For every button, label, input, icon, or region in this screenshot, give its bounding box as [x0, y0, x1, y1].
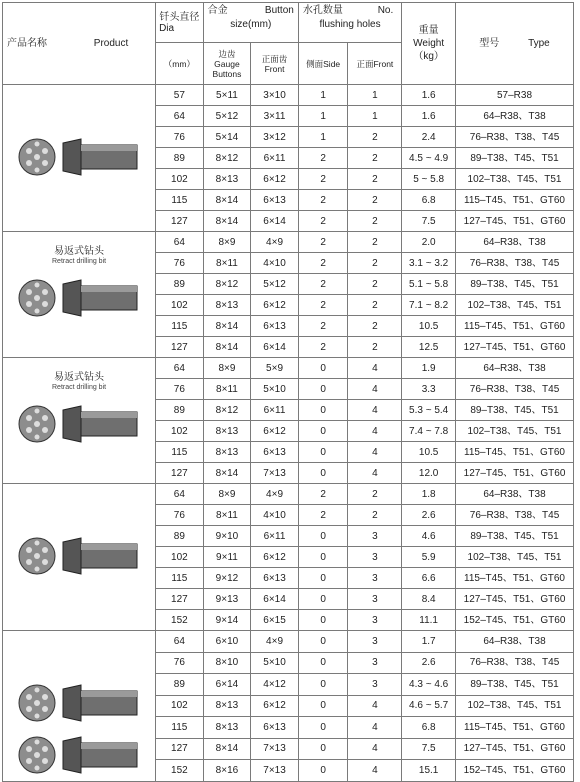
cell-dia: 102: [156, 695, 204, 717]
cell-weight: 8.4: [402, 589, 456, 610]
cell-front-buttons: 3×10: [251, 85, 299, 106]
cell-dia: 127: [156, 211, 204, 232]
drill-bit-image: [3, 131, 155, 183]
cell-gauge-buttons: 9×12: [203, 568, 251, 589]
cell-holes-side: 2: [298, 190, 348, 211]
cell-gauge-buttons: 9×14: [203, 610, 251, 631]
cell-type: 76–R38、T38、T45: [456, 505, 574, 526]
table-row: [3, 358, 574, 379]
cell-type: 89–T38、T45、T51: [456, 274, 574, 295]
cell-holes-front: 2: [348, 148, 402, 169]
cell-holes-side: 0: [298, 717, 348, 739]
cell-dia: 76: [156, 253, 204, 274]
cell-gauge-buttons: 8×9: [203, 358, 251, 379]
cell-dia: 102: [156, 295, 204, 316]
cell-type: 89–T38、T45、T51: [456, 674, 574, 696]
cell-front-buttons: 6×13: [251, 316, 299, 337]
cell-dia: 64: [156, 631, 204, 653]
cell-gauge-buttons: 8×13: [203, 717, 251, 739]
cell-gauge-buttons: 8×12: [203, 274, 251, 295]
cell-holes-front: 4: [348, 421, 402, 442]
cell-type: 64–R38、T38: [456, 358, 574, 379]
cell-weight: 7.4 ~ 7.8: [402, 421, 456, 442]
cell-weight: 6.8: [402, 717, 456, 739]
header-gauge-en2: Buttons: [212, 68, 242, 79]
cell-gauge-buttons: 8×14: [203, 316, 251, 337]
header-product: [3, 3, 156, 85]
header-dia-cn: 钎头直径: [159, 11, 200, 23]
cell-holes-front: 2: [348, 316, 402, 337]
cell-holes-side: 2: [298, 316, 348, 337]
cell-gauge-buttons: 6×14: [203, 674, 251, 696]
cell-weight: 5.3 ~ 5.4: [402, 400, 456, 421]
cell-front-buttons: 6×14: [251, 589, 299, 610]
cell-holes-side: 0: [298, 695, 348, 717]
cell-type: 102–T38、T45、T51: [456, 695, 574, 717]
cell-holes-side: 0: [298, 631, 348, 653]
cell-gauge-buttons: 9×10: [203, 526, 251, 547]
cell-type: 127–T45、T51、GT60: [456, 463, 574, 484]
cell-holes-side: 0: [298, 463, 348, 484]
header-weight-cn: 重量: [418, 25, 439, 36]
cell-holes-front: 4: [348, 379, 402, 400]
cell-holes-front: 3: [348, 674, 402, 696]
cell-weight: 1.8: [402, 484, 456, 505]
cell-dia: 127: [156, 337, 204, 358]
header-weight: [402, 3, 456, 85]
cell-weight: 4.3 ~ 4.6: [402, 674, 456, 696]
cell-weight: 10.5: [402, 316, 456, 337]
cell-holes-side: 0: [298, 421, 348, 442]
cell-front-buttons: 6×14: [251, 337, 299, 358]
cell-holes-side: 1: [298, 127, 348, 148]
cell-gauge-buttons: 8×11: [203, 379, 251, 400]
cell-front-buttons: 6×12: [251, 169, 299, 190]
cell-holes-side: 0: [298, 547, 348, 568]
header-button-en2: size(mm): [230, 19, 272, 30]
header-gauge: [203, 43, 251, 85]
cell-type: 152–T45、T51、GT60: [456, 760, 574, 782]
cell-type: 115–T45、T51、GT60: [456, 568, 574, 589]
cell-gauge-buttons: 8×12: [203, 400, 251, 421]
cell-gauge-buttons: 8×9: [203, 484, 251, 505]
cell-dia: 102: [156, 547, 204, 568]
cell-holes-front: 3: [348, 547, 402, 568]
table-row: [3, 484, 574, 505]
cell-holes-front: 3: [348, 631, 402, 653]
cell-dia: 152: [156, 610, 204, 631]
cell-dia: 57: [156, 85, 204, 106]
cell-holes-front: 4: [348, 400, 402, 421]
cell-gauge-buttons: 8×11: [203, 505, 251, 526]
cell-gauge-buttons: 8×16: [203, 760, 251, 782]
cell-type: 57–R38: [456, 85, 574, 106]
cell-dia: 89: [156, 526, 204, 547]
cell-gauge-buttons: 8×9: [203, 232, 251, 253]
cell-weight: 5.1 ~ 5.8: [402, 274, 456, 295]
cell-type: 102–T38、T45、T51: [456, 295, 574, 316]
header-holes: [298, 3, 401, 43]
cell-dia: 102: [156, 169, 204, 190]
header-type-en: Type: [528, 38, 550, 49]
cell-weight: 7.1 ~ 8.2: [402, 295, 456, 316]
cell-weight: 12.5: [402, 337, 456, 358]
cell-holes-front: 3: [348, 568, 402, 589]
cell-dia: 64: [156, 232, 204, 253]
header-holes-front: 正面Front: [348, 43, 402, 85]
cell-gauge-buttons: 8×13: [203, 442, 251, 463]
cell-weight: 4.5 ~ 4.9: [402, 148, 456, 169]
cell-holes-side: 0: [298, 358, 348, 379]
cell-type: 127–T45、T51、GT60: [456, 211, 574, 232]
cell-weight: 10.5: [402, 442, 456, 463]
cell-front-buttons: 6×11: [251, 148, 299, 169]
cell-weight: 2.6: [402, 652, 456, 674]
cell-holes-front: 4: [348, 760, 402, 782]
cell-holes-side: 2: [298, 337, 348, 358]
cell-holes-front: 2: [348, 253, 402, 274]
cell-holes-front: 4: [348, 717, 402, 739]
cell-dia: 115: [156, 717, 204, 739]
product-cell: [3, 358, 156, 484]
cell-weight: 12.0: [402, 463, 456, 484]
cell-dia: 64: [156, 484, 204, 505]
cell-holes-front: 4: [348, 738, 402, 760]
cell-dia: 152: [156, 760, 204, 782]
cell-gauge-buttons: 5×14: [203, 127, 251, 148]
cell-holes-front: 4: [348, 358, 402, 379]
table-row: [3, 631, 574, 653]
cell-holes-front: 4: [348, 442, 402, 463]
cell-gauge-buttons: 8×14: [203, 738, 251, 760]
table-row: [3, 85, 574, 106]
cell-gauge-buttons: 8×14: [203, 190, 251, 211]
cell-holes-side: 0: [298, 760, 348, 782]
cell-front-buttons: 6×12: [251, 295, 299, 316]
cell-gauge-buttons: 5×11: [203, 85, 251, 106]
drill-bit-image: [3, 272, 155, 324]
header-holes-en: flushing holes: [319, 19, 381, 30]
cell-holes-front: 2: [348, 274, 402, 295]
cell-dia: 115: [156, 442, 204, 463]
cell-type: 152–T45、T51、GT60: [456, 610, 574, 631]
header-button-size: [203, 3, 298, 43]
cell-gauge-buttons: 8×14: [203, 337, 251, 358]
cell-holes-front: 2: [348, 337, 402, 358]
cell-gauge-buttons: 9×11: [203, 547, 251, 568]
cell-holes-side: 2: [298, 148, 348, 169]
cell-front-buttons: 6×14: [251, 211, 299, 232]
cell-holes-front: 2: [348, 505, 402, 526]
cell-type: 89–T38、T45、T51: [456, 526, 574, 547]
cell-gauge-buttons: 5×12: [203, 106, 251, 127]
cell-type: 127–T45、T51、GT60: [456, 337, 574, 358]
cell-type: 127–T45、T51、GT60: [456, 589, 574, 610]
cell-dia: 127: [156, 589, 204, 610]
table-header: [3, 3, 574, 85]
cell-holes-side: 2: [298, 253, 348, 274]
cell-weight: 4.6: [402, 526, 456, 547]
cell-type: 115–T45、T51、GT60: [456, 316, 574, 337]
cell-type: 76–R38、T38、T45: [456, 652, 574, 674]
header-product-en: Product: [93, 38, 129, 49]
cell-front-buttons: 7×13: [251, 463, 299, 484]
header-gauge-cn: 边齿: [218, 48, 236, 59]
header-dia: [156, 3, 204, 43]
cell-dia: 89: [156, 274, 204, 295]
cell-holes-side: 0: [298, 589, 348, 610]
header-front-en: Front: [264, 63, 285, 74]
cell-weight: 2.6: [402, 505, 456, 526]
product-title-en: Retract drilling bit: [52, 258, 107, 265]
cell-type: 115–T45、T51、GT60: [456, 717, 574, 739]
header-gauge-en1: Gauge: [214, 58, 240, 69]
drill-bit-image: [3, 530, 155, 582]
cell-dia: 102: [156, 421, 204, 442]
cell-holes-front: 2: [348, 169, 402, 190]
cell-gauge-buttons: 8×14: [203, 211, 251, 232]
cell-gauge-buttons: 8×10: [203, 652, 251, 674]
cell-holes-front: 3: [348, 610, 402, 631]
product-cell: [3, 631, 156, 782]
cell-front-buttons: 6×11: [251, 526, 299, 547]
cell-dia: 115: [156, 316, 204, 337]
cell-type: 127–T45、T51、GT60: [456, 738, 574, 760]
cell-dia: 76: [156, 379, 204, 400]
cell-gauge-buttons: 8×12: [203, 148, 251, 169]
drill-bit-image: [3, 398, 155, 450]
cell-holes-front: 2: [348, 127, 402, 148]
cell-type: 64–R38、T38: [456, 631, 574, 653]
cell-front-buttons: 6×13: [251, 190, 299, 211]
cell-type: 102–T38、T45、T51: [456, 547, 574, 568]
cell-type: 76–R38、T38、T45: [456, 379, 574, 400]
header-type: [456, 3, 574, 85]
cell-type: 89–T38、T45、T51: [456, 148, 574, 169]
cell-front-buttons: 3×12: [251, 127, 299, 148]
cell-holes-side: 0: [298, 379, 348, 400]
cell-front-buttons: 5×9: [251, 358, 299, 379]
cell-gauge-buttons: 8×13: [203, 695, 251, 717]
cell-weight: 5.9: [402, 547, 456, 568]
cell-dia: 76: [156, 505, 204, 526]
cell-type: 115–T45、T51、GT60: [456, 190, 574, 211]
cell-dia: 89: [156, 400, 204, 421]
cell-dia: 89: [156, 674, 204, 696]
cell-gauge-buttons: 8×14: [203, 463, 251, 484]
cell-holes-side: 2: [298, 232, 348, 253]
cell-weight: 1.6: [402, 85, 456, 106]
cell-holes-side: 2: [298, 169, 348, 190]
cell-gauge-buttons: 8×13: [203, 421, 251, 442]
header-holes-no: No.: [377, 5, 394, 16]
cell-type: 102–T38、T45、T51: [456, 421, 574, 442]
cell-type: 76–R38、T38、T45: [456, 253, 574, 274]
cell-weight: 2.0: [402, 232, 456, 253]
cell-front-buttons: 4×10: [251, 253, 299, 274]
cell-front-buttons: 4×9: [251, 232, 299, 253]
cell-weight: 6.6: [402, 568, 456, 589]
cell-holes-front: 2: [348, 190, 402, 211]
product-cell: [3, 484, 156, 631]
cell-front-buttons: 6×12: [251, 547, 299, 568]
cell-holes-side: 0: [298, 652, 348, 674]
cell-gauge-buttons: 9×13: [203, 589, 251, 610]
cell-holes-side: 0: [298, 442, 348, 463]
cell-front-buttons: 5×10: [251, 379, 299, 400]
cell-front-buttons: 7×13: [251, 738, 299, 760]
cell-holes-side: 1: [298, 85, 348, 106]
cell-holes-front: 2: [348, 484, 402, 505]
cell-weight: 6.8: [402, 190, 456, 211]
cell-holes-front: 3: [348, 652, 402, 674]
cell-front-buttons: 7×13: [251, 760, 299, 782]
header-weight-en: Weight: [413, 38, 445, 49]
product-cell: [3, 232, 156, 358]
cell-front-buttons: 6×13: [251, 717, 299, 739]
header-type-cn: 型号: [479, 38, 500, 49]
cell-dia: 64: [156, 358, 204, 379]
drill-bit-image: [3, 677, 155, 781]
cell-gauge-buttons: 6×10: [203, 631, 251, 653]
table-body: [3, 85, 574, 782]
cell-front-buttons: 4×12: [251, 674, 299, 696]
cell-holes-side: 2: [298, 505, 348, 526]
cell-weight: 2.4: [402, 127, 456, 148]
cell-holes-side: 0: [298, 738, 348, 760]
cell-holes-front: 2: [348, 295, 402, 316]
cell-dia: 115: [156, 568, 204, 589]
cell-front-buttons: 6×13: [251, 568, 299, 589]
cell-weight: 3.1 ~ 3.2: [402, 253, 456, 274]
cell-weight: 11.1: [402, 610, 456, 631]
cell-dia: 64: [156, 106, 204, 127]
cell-gauge-buttons: 8×11: [203, 253, 251, 274]
cell-type: 89–T38、T45、T51: [456, 400, 574, 421]
table-row: [3, 232, 574, 253]
cell-front-buttons: 4×9: [251, 484, 299, 505]
cell-front-buttons: 6×13: [251, 442, 299, 463]
cell-front-buttons: 5×10: [251, 652, 299, 674]
cell-weight: 5 ~ 5.8: [402, 169, 456, 190]
cell-front-buttons: 4×10: [251, 505, 299, 526]
header-dia-en: Dia: [159, 22, 175, 34]
cell-holes-side: 0: [298, 400, 348, 421]
cell-holes-side: 0: [298, 568, 348, 589]
header-dia-unit: （mm）: [156, 43, 204, 85]
cell-gauge-buttons: 8×13: [203, 295, 251, 316]
product-spec-table: [2, 2, 574, 782]
header-button-cn: 合金: [207, 5, 228, 16]
cell-front-buttons: 6×11: [251, 400, 299, 421]
cell-front-buttons: 3×11: [251, 106, 299, 127]
cell-front-buttons: 6×15: [251, 610, 299, 631]
cell-holes-side: 1: [298, 106, 348, 127]
cell-weight: 7.5: [402, 211, 456, 232]
cell-holes-side: 2: [298, 211, 348, 232]
cell-holes-front: 1: [348, 106, 402, 127]
cell-dia: 76: [156, 127, 204, 148]
cell-dia: 127: [156, 463, 204, 484]
cell-weight: 1.9: [402, 358, 456, 379]
cell-holes-front: 1: [348, 85, 402, 106]
product-title-cn: 易返式钻头: [54, 246, 105, 257]
cell-front-buttons: 6×12: [251, 695, 299, 717]
product-title-en: Retract drilling bit: [52, 384, 107, 391]
cell-weight: 4.6 ~ 5.7: [402, 695, 456, 717]
cell-weight: 15.1: [402, 760, 456, 782]
header-product-cn: 产品名称: [7, 38, 47, 49]
header-front: [251, 43, 299, 85]
header-weight-unit: （kg）: [413, 51, 444, 62]
cell-dia: 89: [156, 148, 204, 169]
cell-holes-side: 0: [298, 610, 348, 631]
header-button-en: Button: [264, 5, 294, 16]
cell-holes-front: 3: [348, 526, 402, 547]
cell-holes-side: 2: [298, 295, 348, 316]
cell-front-buttons: 4×9: [251, 631, 299, 653]
cell-holes-side: 2: [298, 484, 348, 505]
cell-holes-side: 0: [298, 674, 348, 696]
cell-front-buttons: 6×12: [251, 421, 299, 442]
cell-holes-front: 3: [348, 589, 402, 610]
cell-holes-front: 4: [348, 463, 402, 484]
cell-holes-side: 0: [298, 526, 348, 547]
cell-type: 115–T45、T51、GT60: [456, 442, 574, 463]
cell-holes-front: 2: [348, 232, 402, 253]
header-side: 侧面Side: [298, 43, 348, 85]
cell-type: 64–R38、T38: [456, 484, 574, 505]
cell-holes-front: 2: [348, 211, 402, 232]
cell-dia: 76: [156, 652, 204, 674]
cell-type: 102–T38、T45、T51: [456, 169, 574, 190]
cell-dia: 115: [156, 190, 204, 211]
cell-front-buttons: 5×12: [251, 274, 299, 295]
cell-weight: 7.5: [402, 738, 456, 760]
cell-type: 64–R38、T38: [456, 106, 574, 127]
product-title-cn: 易返式钻头: [54, 372, 105, 383]
cell-gauge-buttons: 8×13: [203, 169, 251, 190]
header-front-cn: 正面齿: [261, 53, 288, 64]
cell-type: 64–R38、T38: [456, 232, 574, 253]
cell-type: 76–R38、T38、T45: [456, 127, 574, 148]
cell-holes-front: 4: [348, 695, 402, 717]
cell-weight: 3.3: [402, 379, 456, 400]
cell-holes-side: 2: [298, 274, 348, 295]
header-holes-cn: 水孔数量: [302, 5, 343, 16]
product-cell: [3, 85, 156, 232]
cell-weight: 1.6: [402, 106, 456, 127]
cell-weight: 1.7: [402, 631, 456, 653]
cell-dia: 127: [156, 738, 204, 760]
